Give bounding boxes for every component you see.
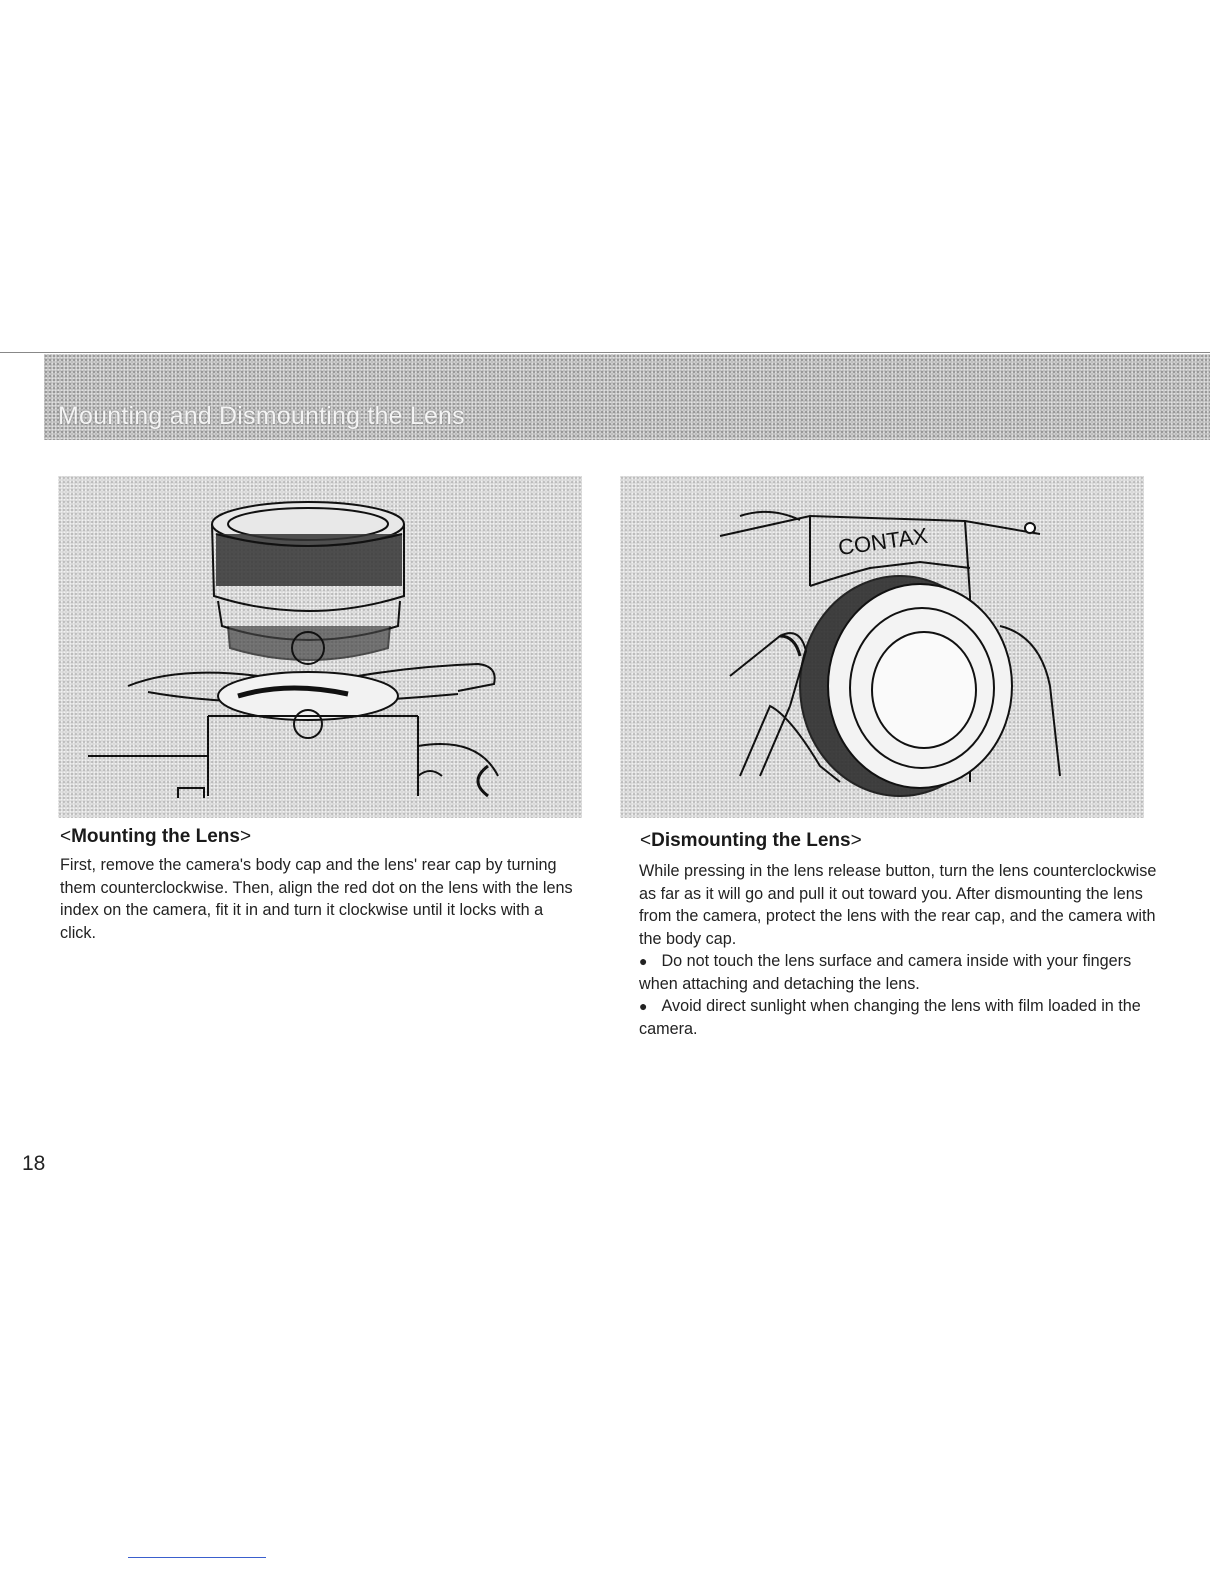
dismounting-illustration <box>620 476 1144 818</box>
section-banner <box>44 354 1210 440</box>
scan-mark <box>128 1557 266 1558</box>
page-number: 18 <box>22 1152 46 1175</box>
top-rule <box>0 352 1210 353</box>
dismounting-paragraph: While pressing in the lens release button, turn the lens counterclockwise as far as it will go and pull it out toward you. After dismounting the lens from the camera, protect the lens with the rear cap, and the camera with the body cap. <box>639 862 1157 948</box>
mounting-text <box>60 854 580 944</box>
section-title: Mounting and Dismounting the Lens <box>58 402 465 430</box>
mounting-heading: <Mounting the Lens> <box>60 826 252 847</box>
caution-bullet: ● Do not touch the lens surface and camera inside with your fingers when attaching and detaching the lens. <box>639 950 1164 995</box>
mounting-lens-drawing <box>58 476 582 818</box>
dismounting-text <box>639 860 1164 1040</box>
dismounting-heading: <Dismounting the Lens> <box>640 830 862 851</box>
mounting-illustration <box>58 476 582 818</box>
caution-bullet: ● Avoid direct sunlight when changing the lens with film loaded in the camera. <box>639 995 1164 1040</box>
dismounting-lens-drawing <box>620 476 1144 818</box>
camera-brand-label: CONTAX <box>836 522 930 561</box>
mounting-paragraph: First, remove the camera's body cap and the lens' rear cap by turning them counterclockwise. Then, align the red dot on the lens with the lens index on the camera, fit it in and turn it clockwise until it locks with a click. <box>60 856 573 942</box>
